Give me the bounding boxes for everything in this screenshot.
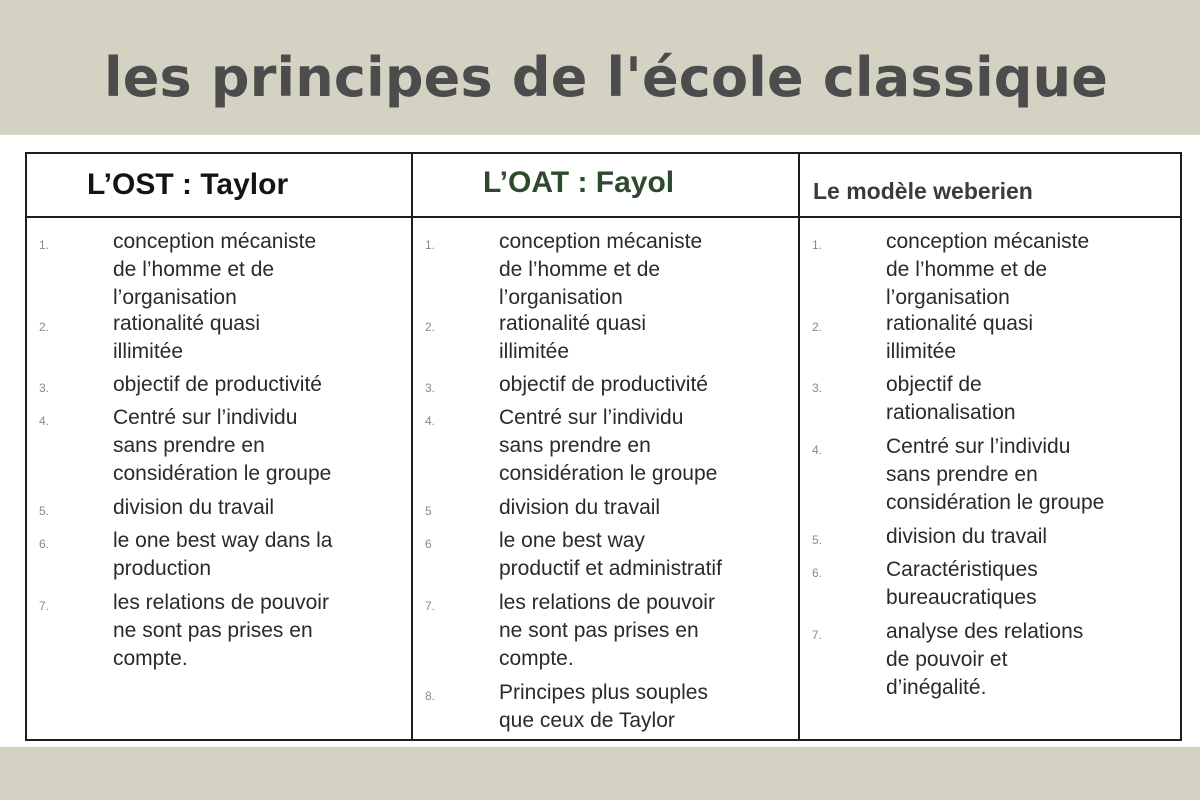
item-text: objectif de productivité [113, 373, 322, 396]
column-heading-taylor: L’OST : Taylor [87, 168, 289, 201]
list-item [800, 228, 1182, 310]
list-item [27, 404, 411, 494]
item-number: 8. [425, 689, 436, 703]
list-item [413, 371, 800, 404]
item-number: 7. [425, 599, 436, 613]
column-weber [798, 154, 1182, 739]
item-number: 4. [425, 414, 436, 428]
item-text: les relations de pouvoir ne sont pas prises en compte. [499, 591, 715, 670]
list-item [413, 527, 800, 589]
item-text: division du travail [499, 496, 661, 519]
item-number: 3. [812, 381, 823, 395]
list-item [27, 527, 411, 589]
item-number: 2. [812, 320, 823, 334]
item-text: le one best way productif et administratif [499, 529, 722, 580]
list-item [413, 310, 800, 371]
page-title: les principes de l'école classique [104, 46, 1109, 109]
list-item [413, 404, 800, 494]
list-item [27, 228, 411, 310]
item-text: analyse des relations de pouvoir et d’inégalité. [886, 620, 1084, 699]
item-text: Centré sur l’individu sans prendre en considération le groupe [113, 406, 332, 485]
list-item [413, 494, 800, 527]
item-text: objectif de rationalisation [886, 373, 1016, 424]
list-item [27, 589, 411, 673]
item-text: division du travail [113, 496, 275, 519]
item-text: division du travail [886, 525, 1048, 548]
list-item [800, 618, 1182, 708]
item-number: 1. [425, 238, 436, 252]
item-text: conception mécaniste de l’homme et de l’organisation [886, 230, 1090, 309]
item-text: Principes plus souples que ceux de Taylor [499, 681, 708, 732]
item-text: conception mécaniste de l’homme et de l’organisation [113, 230, 317, 309]
item-list [800, 228, 1182, 708]
item-number: 1. [39, 238, 50, 252]
item-number: 4. [812, 443, 823, 457]
column-heading-fayol: L’OAT : Fayol [483, 166, 675, 199]
list-item [800, 371, 1182, 433]
item-text: Caractéristiques bureaucratiques [886, 558, 1038, 609]
list-item [800, 433, 1182, 523]
item-number: 2. [425, 320, 436, 334]
title-band [0, 0, 1200, 135]
item-number: 6. [812, 566, 823, 580]
column-heading-weber: Le modèle weberien [813, 178, 1033, 204]
item-text: le one best way dans la production [113, 529, 333, 580]
item-text: rationalité quasi illimitée [499, 312, 647, 363]
item-number: 2. [39, 320, 50, 334]
comparison-table [25, 152, 1182, 741]
list-item [27, 371, 411, 404]
list-item [800, 556, 1182, 618]
item-number: 1. [812, 238, 823, 252]
column-fayol [411, 154, 800, 739]
item-number: 5 [425, 504, 432, 518]
item-number: 6 [425, 537, 432, 551]
column-header [413, 154, 800, 218]
item-number: 5. [812, 533, 823, 547]
item-list [27, 228, 411, 673]
list-item [413, 679, 800, 741]
list-item [413, 589, 800, 679]
item-number: 3. [425, 381, 436, 395]
item-number: 3. [39, 381, 50, 395]
item-list [413, 228, 800, 741]
item-text: les relations de pouvoir ne sont pas prises en compte. [113, 591, 329, 670]
bottom-band [0, 747, 1200, 800]
item-text: rationalité quasi illimitée [886, 312, 1034, 363]
item-number: 6. [39, 537, 50, 551]
item-text: rationalité quasi illimitée [113, 312, 261, 363]
list-item [800, 523, 1182, 556]
list-item [413, 228, 800, 310]
column-taylor [27, 154, 411, 739]
item-text: Centré sur l’individu sans prendre en considération le groupe [499, 406, 718, 485]
item-text: conception mécaniste de l’homme et de l’organisation [499, 230, 703, 309]
item-number: 4. [39, 414, 50, 428]
item-text: objectif de productivité [499, 373, 708, 396]
item-number: 7. [39, 599, 50, 613]
list-item [800, 310, 1182, 371]
list-item [27, 310, 411, 371]
column-header [27, 154, 411, 218]
list-item [27, 494, 411, 527]
item-text: Centré sur l’individu sans prendre en considération le groupe [886, 435, 1105, 514]
item-number: 5. [39, 504, 50, 518]
item-number: 7. [812, 628, 823, 642]
column-header [800, 154, 1182, 218]
